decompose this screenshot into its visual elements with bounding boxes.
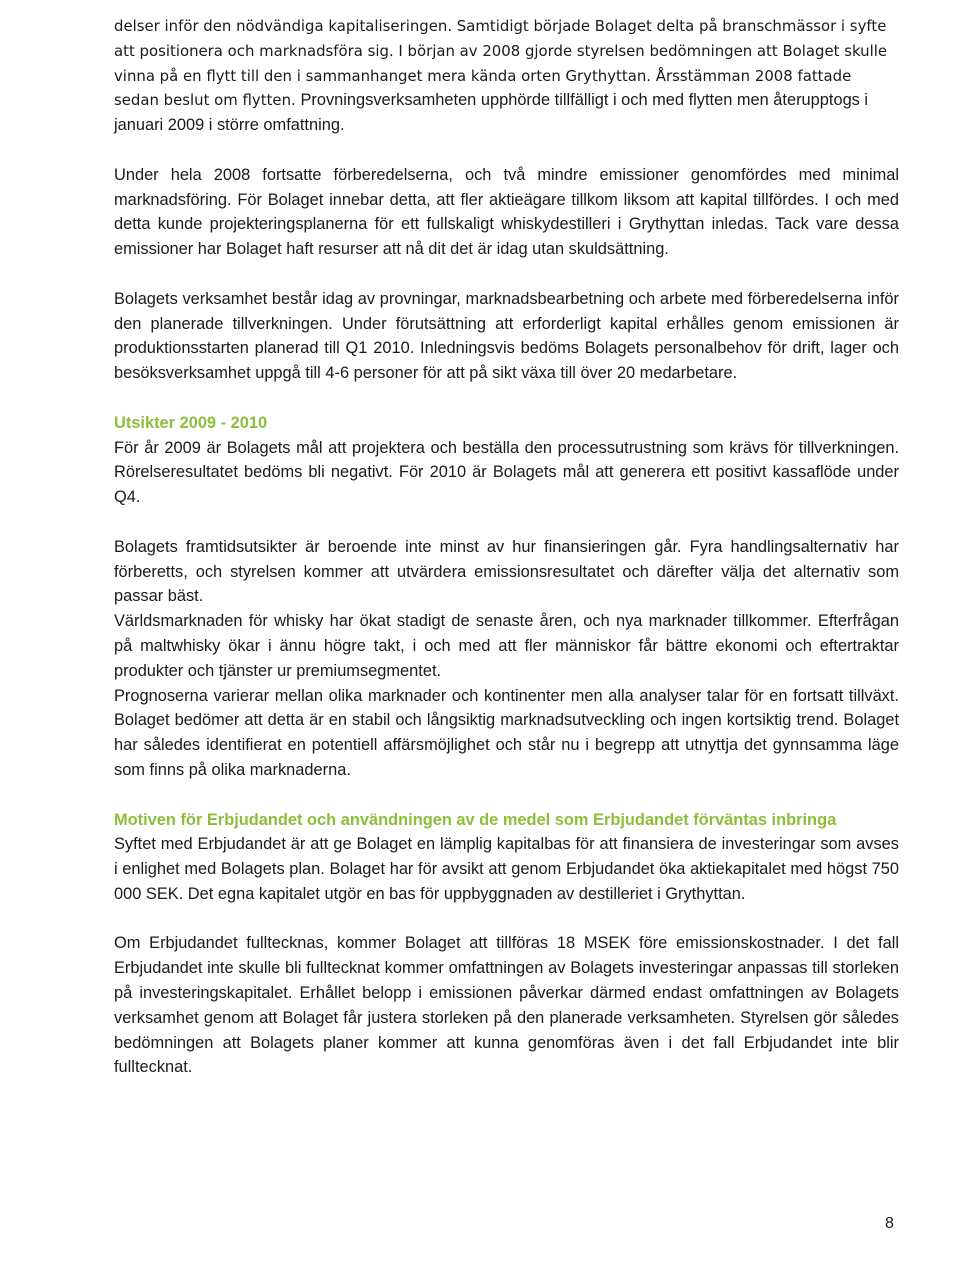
paragraph-goals-2009-2010: För år 2009 är Bolagets mål att projektera och beställa den processutrustning som krävs för tillverkningen. Rörelseresultatet bedöms bli negativt. För 2010 är Bolagets mål att generera ett positivt kassaflöde under Q4.	[114, 438, 899, 507]
paragraph-current-operations: Bolagets verksamhet består idag av provningar, marknadsbearbetning och arbete med förberedelserna inför den planerade tillverkningen. Under förutsättning att erforderligt kapital erhålles genom emissionen är produktionsstarten planerad till Q1 2010. Inledningsvis bedöms Bolagets personalbehov för drift, lager och besöksverksamhet uppgå till 4-6 personer för att på sikt växa till över 20 medarbetare.	[114, 289, 899, 383]
heading-offer-motives: Motiven för Erbjudandet och användningen av de medel som Erbjudandet förväntas inbringa	[114, 810, 837, 829]
paragraph-gap	[114, 510, 899, 535]
paragraph-emissions-2008: Under hela 2008 fortsatte förberedelserna, och två mindre emissioner genomfördes med minimal marknadsföring. För Bolaget innebar detta, att fler aktieägare tillkom liksom att kapital tillfördes. I och med detta kunde projekteringsplanerna för ett fullskaligt whiskydestilleri i Grythyttan inledas. Tack vare dessa emissioner har Bolaget haft resurser att nå dit det är idag utan skuldsättning.	[114, 165, 899, 259]
paragraph-offer-purpose: Syftet med Erbjudandet är att ge Bolaget en lämplig kapitalbas för att finansiera de investeringar som avses i enlighet med Bolagets plan. Bolaget har för avsikt att genom Erbjudandet öka aktiekapitalet med högst 750 000 SEK. Det egna kapitalet utgör en bas för uppbyggnaden av destilleriet i Grythyttan.	[114, 835, 899, 903]
paragraph-future-prospects: Bolagets framtidsutsikter är beroende inte minst av hur finansieringen går. Fyra handlingsalternativ har förberetts, och styrelsen kommer att utvärdera emissionsresultatet och därefter välja det alternativ som passar bäst.	[114, 537, 899, 606]
paragraph-company-history	[114, 14, 899, 138]
tasting-activity-text: Provningsverksamheten upphörde tillfälligt i och med flytten men återupptogs i januari 2009 i större omfattning.	[114, 91, 869, 135]
paragraph-gap	[114, 907, 899, 932]
history-text: delser inför den nödvändiga kapitaliseringen. Samtidigt började Bolaget delta på branschmässor i syfte att positionera och marknadsföra sig. I början av 2008 gjorde styrelsen bedömningen att Bolaget skulle vinna på en flytt till den i sammanhanget mera kända orten Grythyttan. Årsstämman 2008 fattade sedan beslut om flytten.	[114, 17, 888, 110]
paragraph-world-market: Världsmarknaden för whisky har ökat stadigt de senaste åren, och nya marknader tillkommer. Efterfrågan på maltwhisky ökar i ännu högre takt, i och med att fler människor får bättre ekonomi och eftertraktar produkter och tjänster ur premiumsegmentet.	[114, 612, 899, 680]
paragraph-gap	[114, 138, 899, 163]
paragraph-gap	[114, 783, 899, 808]
paragraph-gap	[114, 262, 899, 287]
page-number: 8	[885, 1215, 894, 1232]
paragraph-forecasts: Prognoserna varierar mellan olika marknader och kontinenter men alla analyser talar för en fortsatt tillväxt. Bolaget bedömer att detta är en stabil och långsiktig marknadsutveckling och ingen kortsiktig trend. Bolaget har således identifierat en potentiell affärsmöjlighet och står nu i begrepp att utnyttja det gynnsamma läge som finns på olika marknaderna.	[114, 686, 899, 779]
paragraph-full-subscription: Om Erbjudandet fulltecknas, kommer Bolaget att tillföras 18 MSEK före emissionskostnader. I det fall Erbjudandet inte skulle bli fulltecknat kommer omfattningen av Bolagets investeringar anpassas till storleken på investeringskapitalet. Erhållet belopp i emissionen påverkar därmed endast omfattningen av Bolagets verksamhet genom att Bolaget får justera storleken på den planerade verksamheten. Styrelsen gör således bedömningen att Bolagets planer kommer att kunna genomföras även i det fall Erbjudandet inte blir fulltecknat.	[114, 934, 899, 1077]
heading-outlook: Utsikter 2009 - 2010	[114, 413, 268, 432]
document-page	[114, 14, 899, 1080]
paragraph-gap	[114, 386, 899, 411]
